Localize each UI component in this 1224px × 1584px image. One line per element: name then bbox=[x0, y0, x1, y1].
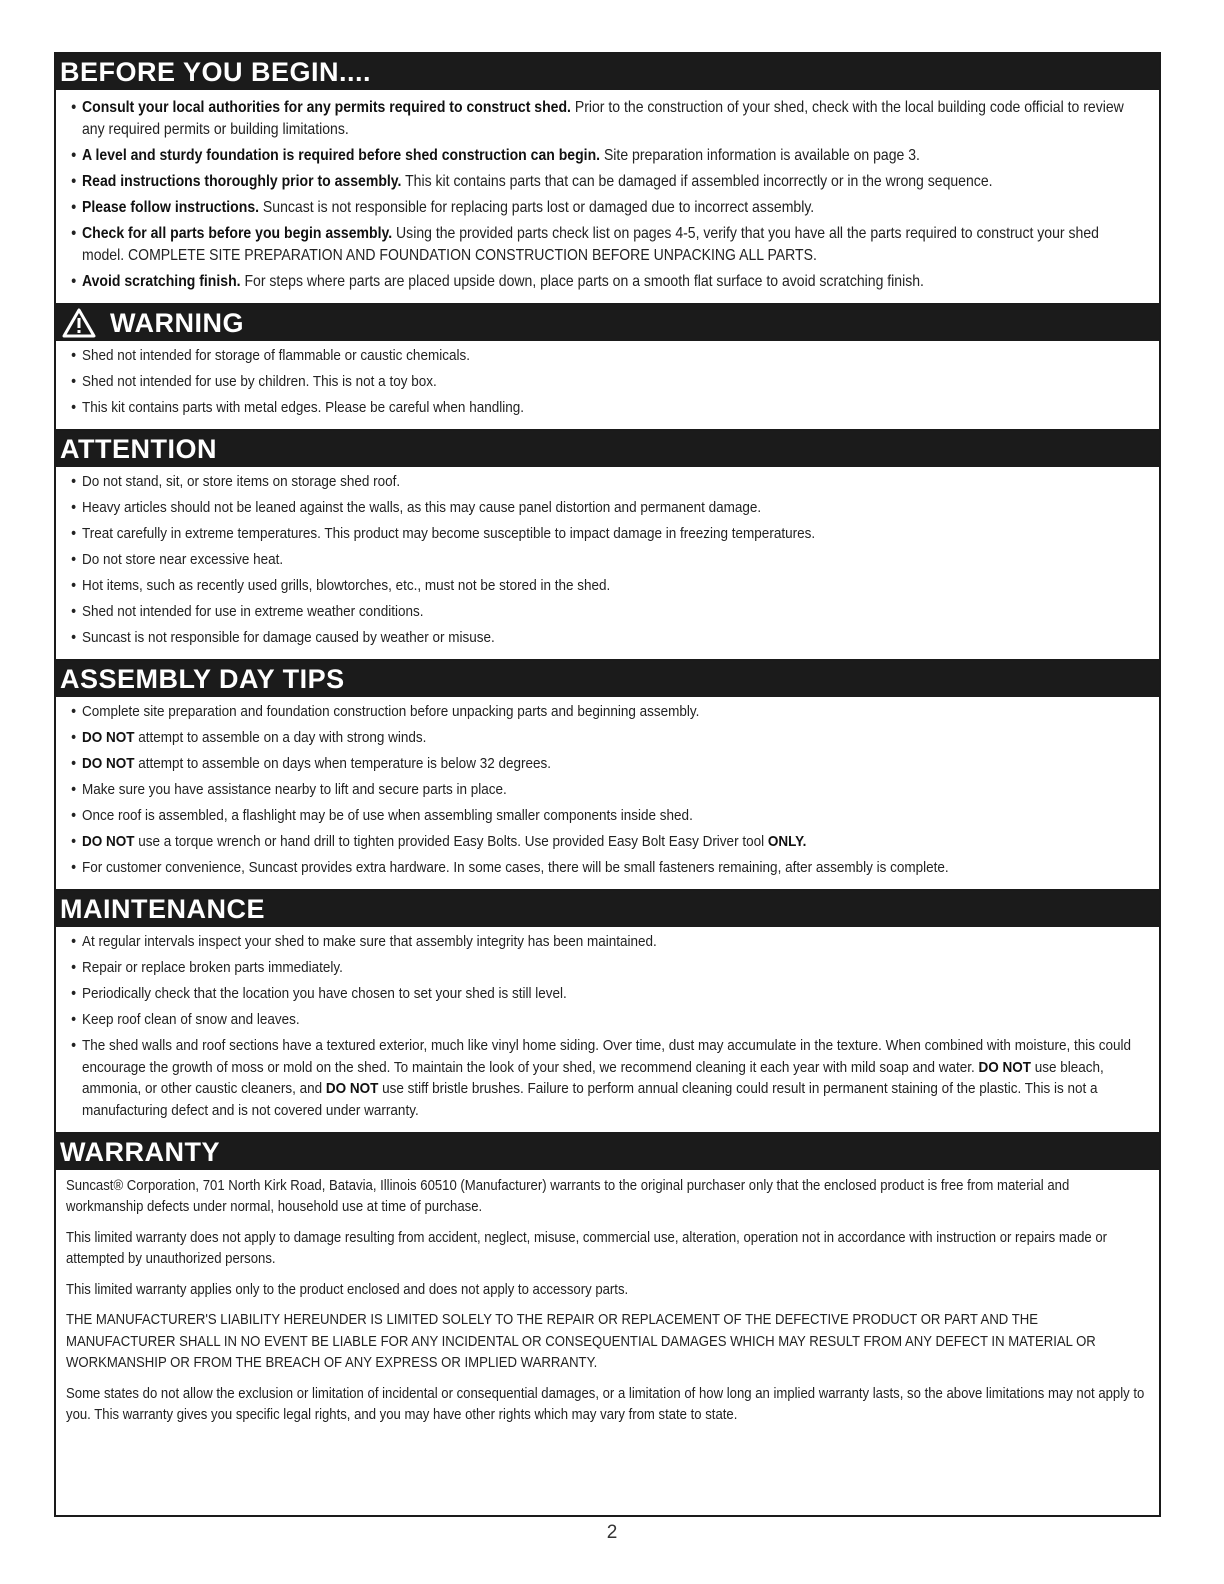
list-item: • Repair or replace broken parts immediately. bbox=[71, 959, 343, 976]
list-item: • Please follow instructions. Suncast is not responsible for replacing parts lost or damaged due to incorrect assembly. bbox=[71, 199, 815, 216]
warranty-paragraph: THE MANUFACTURER'S LIABILITY HEREUNDER IS LIMITED SOLELY TO THE REPAIR OR REPLACEMENT OF THE DEFECTIVE PRODUCT OR PART AND THE MANUFACTURER SHALL IN NO EVENT BE LIABLE FOR ANY INCIDENTAL OR CONSEQUENTIAL DAMAGES WHICH MAY RESULT FROM ANY DEFECT IN MATERIAL OR WORKMANSHIP OR FROM THE BREACH OF ANY EXPRESS OR IMPLIED WARRANTY. bbox=[66, 1312, 1096, 1371]
warning-heading bbox=[56, 305, 1159, 341]
assembly-day-tips-title: ASSEMBLY DAY TIPS bbox=[60, 664, 345, 694]
assembly-day-tips-heading bbox=[56, 661, 1159, 697]
list-item: • Check for all parts before you begin assembly. Using the provided parts check list on pages 4-5, verify that you have all the parts required to construct your shed model. COMPLETE SITE PREPARATION AND FOUNDATION CONSTRUCTION BEFORE UNPACKING ALL PARTS. bbox=[71, 225, 1099, 264]
maintenance-title: MAINTENANCE bbox=[60, 894, 265, 924]
list-item: • Consult your local authorities for any permits required to construct shed. Prior to the construction of your shed, check with the local building code official to review any required permits or building limitations. bbox=[71, 99, 1124, 138]
attention-section bbox=[56, 429, 1159, 659]
warning-section bbox=[56, 303, 1159, 429]
list-item: • Keep roof clean of snow and leaves. bbox=[71, 1011, 300, 1028]
warranty-paragraph: This limited warranty does not apply to damage resulting from accident, neglect, misuse, commercial use, alteration, operation not in accordance with instruction or repairs made or attempted by unauthorized persons. bbox=[66, 1229, 1108, 1267]
warranty-paragraph: Suncast® Corporation, 701 North Kirk Road, Batavia, Illinois 60510 (Manufacturer) warrants to the original purchaser only that the enclosed product is free from material and workmanship defects under normal, household use at time of purchase. bbox=[66, 1177, 1070, 1215]
instructions-frame bbox=[54, 52, 1161, 1517]
attention-heading bbox=[56, 431, 1159, 467]
list-item: • For customer convenience, Suncast provides extra hardware. In some cases, there will be small fasteners remaining, after assembly is complete. bbox=[71, 859, 949, 876]
list-item: • Once roof is assembled, a flashlight may be of use when assembling smaller components inside shed. bbox=[71, 807, 693, 824]
list-item: • Shed not intended for use by children. This is not a toy box. bbox=[71, 373, 437, 390]
list-item: • Shed not intended for storage of flammable or caustic chemicals. bbox=[71, 347, 470, 364]
warning-triangle-icon bbox=[62, 308, 96, 338]
list-item: • A level and sturdy foundation is required before shed construction can begin. Site preparation information is available on page 3. bbox=[71, 147, 920, 164]
list-item: • The shed walls and roof sections have a textured exterior, much like vinyl home siding. Over time, dust may accumulate in the texture. When combined with moisture, this could encourage the growth of moss or mold on the shed. To maintain the look of your shed, we recommend cleaning it each year with mild soap and water. DO NOT use bleach, ammonia, or other caustic cleaners, and DO NOT use stiff bristle brushes. Failure to perform annual cleaning could result in permanent staining of the plastic. This is not a manufacturing defect and is not covered under warranty. bbox=[71, 1037, 1131, 1119]
list-item: • DO NOT attempt to assemble on a day with strong winds. bbox=[71, 729, 427, 746]
warning-title: WARNING bbox=[110, 308, 244, 338]
warranty-paragraph: Some states do not allow the exclusion or limitation of incidental or consequential damages, or a limitation of how long an implied warranty lasts, so the above limitations may not apply to you. This warranty gives you specific legal rights, and you may have other rights which may vary from state to state. bbox=[66, 1385, 1145, 1423]
list-item: • Avoid scratching finish. For steps where parts are placed upside down, place parts on a smooth flat surface to avoid scratching finish. bbox=[71, 273, 924, 290]
list-item: • Suncast is not responsible for damage caused by weather or misuse. bbox=[71, 629, 495, 646]
list-item: • Do not stand, sit, or store items on storage shed roof. bbox=[71, 473, 401, 490]
before-you-begin-title: BEFORE YOU BEGIN.... bbox=[60, 57, 372, 87]
warranty-section bbox=[56, 1132, 1159, 1446]
list-item: • Make sure you have assistance nearby to lift and secure parts in place. bbox=[71, 781, 507, 798]
maintenance-heading bbox=[56, 891, 1159, 927]
before-you-begin-heading bbox=[56, 54, 1159, 90]
assembly-day-tips-section bbox=[56, 659, 1159, 889]
list-item: • Periodically check that the location you have chosen to set your shed is still level. bbox=[71, 985, 567, 1002]
warranty-title: WARRANTY bbox=[60, 1136, 220, 1167]
list-item: • Read instructions thoroughly prior to assembly. This kit contains parts that can be damaged if assembled incorrectly or in the wrong sequence. bbox=[71, 173, 993, 190]
list-item: • DO NOT use a torque wrench or hand drill to tighten provided Easy Bolts. Use provided Easy Bolt Easy Driver tool ONLY. bbox=[71, 833, 807, 850]
warranty-heading bbox=[56, 1134, 1159, 1170]
page-number: 2 bbox=[606, 1522, 618, 1543]
list-item: • Treat carefully in extreme temperatures. This product may become susceptible to impact damage in freezing temperatures. bbox=[71, 525, 816, 542]
list-item: • This kit contains parts with metal edges. Please be careful when handling. bbox=[71, 399, 524, 416]
list-item: • At regular intervals inspect your shed to make sure that assembly integrity has been maintained. bbox=[71, 933, 657, 950]
list-item: • Complete site preparation and foundation construction before unpacking parts and beginning assembly. bbox=[71, 703, 700, 720]
attention-title: ATTENTION bbox=[60, 434, 217, 464]
list-item: • DO NOT attempt to assemble on days when temperature is below 32 degrees. bbox=[71, 755, 551, 772]
maintenance-section bbox=[56, 889, 1159, 1132]
list-item: • Hot items, such as recently used grills, blowtorches, etc., must not be stored in the shed. bbox=[71, 577, 611, 594]
list-item: • Do not store near excessive heat. bbox=[71, 551, 284, 568]
warranty-paragraph: This limited warranty applies only to the product enclosed and does not apply to accessory parts. bbox=[66, 1281, 629, 1298]
before-you-begin-section bbox=[56, 54, 1159, 303]
list-item: • Heavy articles should not be leaned against the walls, as this may cause panel distortion and permanent damage. bbox=[71, 499, 762, 516]
list-item: • Shed not intended for use in extreme weather conditions. bbox=[71, 603, 424, 620]
